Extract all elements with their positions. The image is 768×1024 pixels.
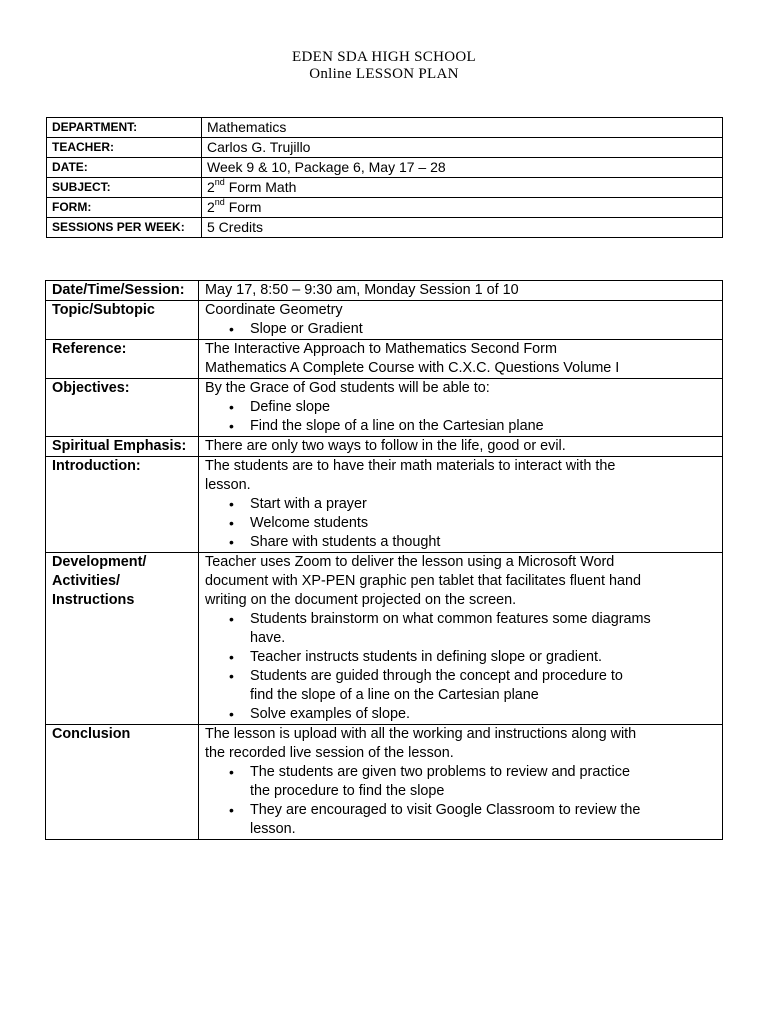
plan-row-introduction [46,457,723,553]
plan-row-objectives [46,379,723,437]
teacher-label: TEACHER: [47,138,202,158]
subject-number: 2 [207,179,215,195]
development-label-line: Activities/ [52,573,120,589]
conclusion-line: the recorded live session of the lesson. [205,745,454,761]
reference-cell [199,340,723,379]
development-label [46,553,199,725]
development-line: Teacher uses Zoom to deliver the lesson using a Microsoft Word [205,554,615,570]
info-row-form [47,198,723,218]
plan-row-development [46,553,723,725]
department-value: Mathematics [202,118,723,138]
form-ordinal: nd [214,197,225,208]
list-item-line: • The students are given two problems to review and practice [250,764,630,780]
conclusion-bullets [205,763,716,839]
list-item: • Start with a prayer [250,495,716,514]
subject-rest: Form Math [224,179,297,195]
document-title: Online LESSON PLAN [309,66,459,82]
info-row-subject [47,178,723,198]
introduction-label: Introduction: [46,457,199,553]
department-label: DEPARTMENT: [47,118,202,138]
info-row-teacher [47,138,723,158]
topic-cell [199,301,723,340]
spiritual-value: There are only two ways to follow in the life, good or evil. [199,437,723,457]
list-item: • Define slope [250,398,716,417]
introduction-line: The students are to have their math materials to interact with the [205,458,616,474]
development-label-line: Instructions [52,592,135,608]
subject-label: SUBJECT: [47,178,202,198]
development-line: writing on the document projected on the screen. [205,592,517,608]
list-item [250,667,716,705]
list-item-line: have. [250,630,286,646]
date-value: Week 9 & 10, Package 6, May 17 – 28 [202,158,723,178]
plan-row-topic [46,301,723,340]
sessions-label: SESSIONS PER WEEK: [47,218,202,238]
introduction-line: lesson. [205,477,251,493]
session-label: Date/Time/Session: [46,281,199,301]
topic-label: Topic/Subtopic [46,301,199,340]
school-name: EDEN SDA HIGH SCHOOL [292,49,476,65]
development-label-line: Development/ [52,554,147,570]
topic-value: Coordinate Geometry [205,302,343,318]
list-item [250,705,716,724]
list-item-line: • Solve examples of slope. [250,706,410,722]
objectives-cell [199,379,723,437]
session-value: May 17, 8:50 – 9:30 am, Monday Session 1 of 10 [199,281,723,301]
development-line: document with XP-PEN graphic pen tablet that facilitates fluent hand [205,573,641,589]
list-item [250,648,716,667]
plan-row-spiritual [46,437,723,457]
development-bullets [205,610,716,724]
subject-ordinal: nd [214,177,225,188]
form-number: 2 [207,199,215,215]
lesson-info-table [46,117,723,238]
info-row-sessions [47,218,723,238]
objectives-bullets [205,398,716,436]
list-item-line: lesson. [250,821,296,837]
plan-row-reference [46,340,723,379]
development-cell [199,553,723,725]
list-item: • Share with students a thought [250,533,716,552]
list-item: • Find the slope of a line on the Cartesian plane [250,417,716,436]
form-rest: Form [224,199,262,215]
list-item-line: find the slope of a line on the Cartesian plane [250,687,539,703]
lesson-plan-table [45,280,723,840]
info-row-date [47,158,723,178]
objectives-intro: By the Grace of God students will be able to: [205,380,490,396]
list-item-line: • They are encouraged to visit Google Classroom to review the [250,802,641,818]
list-item: • Welcome students [250,514,716,533]
form-value [202,198,723,218]
date-label: DATE: [47,158,202,178]
plan-row-conclusion [46,725,723,840]
conclusion-line: The lesson is upload with all the working and instructions along with [205,726,637,742]
sessions-value: 5 Credits [202,218,723,238]
info-row-department [47,118,723,138]
list-item: • Slope or Gradient [250,320,716,339]
teacher-value: Carlos G. Trujillo [202,138,723,158]
list-item-line: • Teacher instructs students in defining slope or gradient. [250,649,602,665]
list-item-line: • Students are guided through the concept and procedure to [250,668,623,684]
topic-bullets [205,320,716,339]
introduction-cell [199,457,723,553]
list-item [250,801,716,839]
spiritual-label: Spiritual Emphasis: [46,437,199,457]
reference-label: Reference: [46,340,199,379]
reference-line: Mathematics A Complete Course with C.X.C. Questions Volume I [205,360,620,376]
introduction-bullets [205,495,716,552]
conclusion-label: Conclusion [46,725,199,840]
list-item-line: the procedure to find the slope [250,783,445,799]
list-item [250,763,716,801]
list-item [250,610,716,648]
conclusion-cell [199,725,723,840]
plan-row-session [46,281,723,301]
objectives-label: Objectives: [46,379,199,437]
subject-value [202,178,723,198]
reference-line: The Interactive Approach to Mathematics Second Form [205,341,557,357]
list-item-line: • Students brainstorm on what common features some diagrams [250,611,651,627]
form-label: FORM: [47,198,202,218]
